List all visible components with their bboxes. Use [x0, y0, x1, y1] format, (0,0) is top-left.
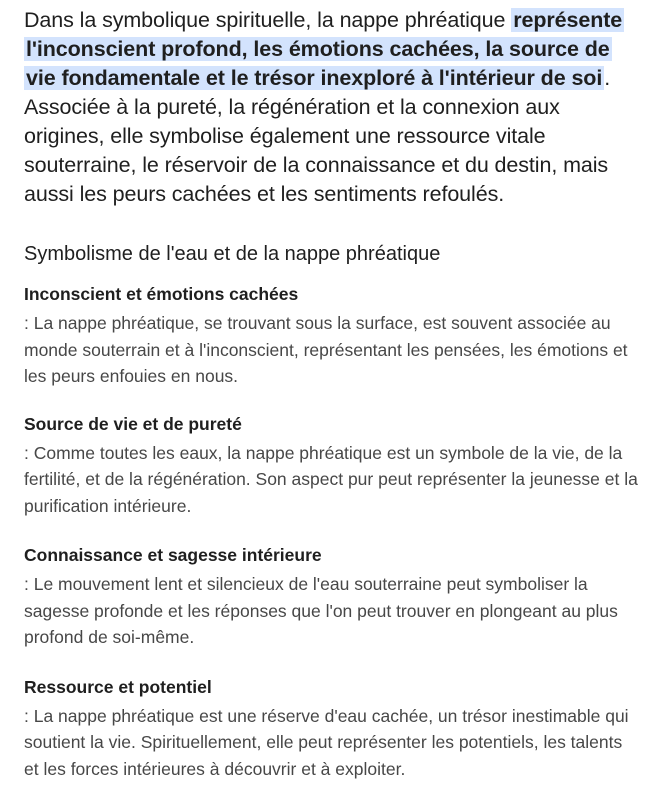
- section-text: : Le mouvement lent et silencieux de l'eau souterraine peut symboliser la sagesse profonde et les réponses que l'on peut trouver en plongeant au plus profond de soi-même.: [24, 574, 618, 647]
- section-title: Connaissance et sagesse intérieure: [24, 545, 322, 565]
- section-text: : La nappe phréatique, se trouvant sous la surface, est souvent associée au monde souterrain et à l'inconscient, représentant les pensées, les émotions et les peurs enfouies en nous.: [24, 313, 628, 386]
- intro-text-end: . Associée à la pureté, la régénération et la connexion aux origines, elle symbolise également une ressource vitale souterraine, le réservoir de la connaissance et du destin, mais aussi les peurs cachées et les sentiments refoulés.: [24, 66, 611, 206]
- section-text: : Comme toutes les eaux, la nappe phréatique est un symbole de la vie, de la fertilité, et de la régénération. Son aspect pur peut représenter la jeunesse et la purification intérieure.: [24, 442, 638, 516]
- section-title: Inconscient et émotions cachées: [24, 284, 299, 304]
- section-heading: Symbolisme de l'eau et de la nappe phréatique: [24, 243, 441, 265]
- intro-paragraph: [24, 6, 641, 209]
- section-text: : La nappe phréatique est une réserve d'eau cachée, un trésor inestimable qui soutient la vie. Spirituellement, elle peut représenter les potentiels, les talents et les forces intérieures à découvrir et à exploiter.: [24, 705, 629, 779]
- intro-highlighted-text[interactable]: représente l'inconscient profond, les émotions cachées, la source de vie fondamentale et le trésor inexploré à l'intérieur de soi: [26, 8, 623, 90]
- section-title: Ressource et potentiel: [24, 676, 212, 697]
- section-item: [24, 675, 641, 783]
- section-title: Source de vie et de pureté: [24, 413, 242, 434]
- intro-text-start: Dans la symbolique spirituelle, la nappe phréatique: [24, 8, 512, 32]
- section-item: [24, 412, 641, 520]
- section-item: [24, 282, 641, 390]
- section-item: [24, 543, 641, 651]
